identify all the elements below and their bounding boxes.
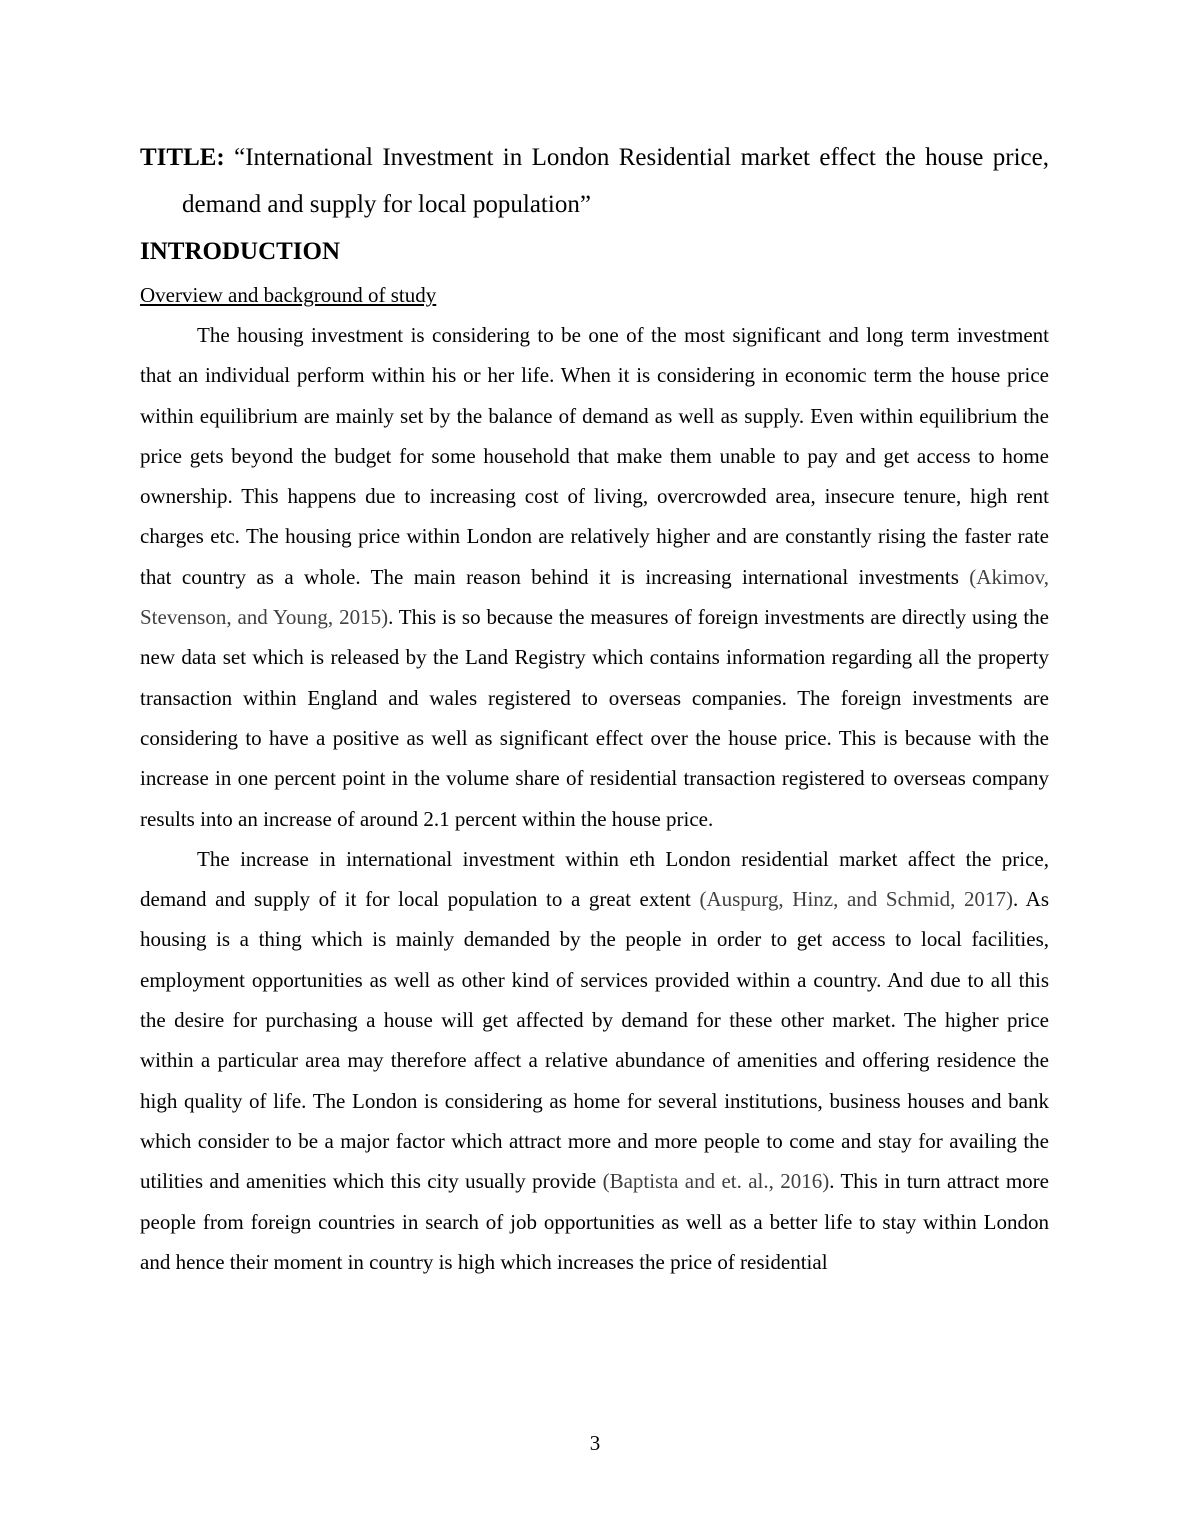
page-content xyxy=(140,134,1049,1282)
document-title xyxy=(140,134,1049,228)
paragraph-text: The housing investment is considering to be one of the most significant and long term investment that an individual perform within his or her life. When it is considering in economic term the house price within equilibrium are mainly set by the balance of demand as well as supply. Even within equilibrium the price gets beyond the budget for some household that make them unable to pay and get access to home ownership. This happens due to increasing cost of living, overcrowded area, insecure tenure, high rent charges etc. The housing price within London are relatively higher and are constantly rising the faster rate that country as a whole. The main reason behind it is increasing international investments xyxy=(140,323,1049,589)
paragraph-text: . This is so because the measures of foreign investments are directly using the new data set which is released by the Land Registry which contains information regarding all the property transaction within England and wales registered to overseas companies. The foreign investments are considering to have a positive as well as significant effect over the house price. This is because with the increase in one percent point in the volume share of residential transaction registered to overseas company results into an increase of around 2.1 percent within the house price. xyxy=(140,605,1049,831)
paragraph-text: . This in turn attract more people from foreign countries in search of job opportunities as well as a better life to stay within London and hence their moment in country is high which increases the price of residential xyxy=(140,1169,1049,1274)
page-number: 3 xyxy=(589,1431,601,1455)
title-label: TITLE: xyxy=(140,144,225,171)
citation: (Akimov, Stevenson, and Young, 2015) xyxy=(140,564,1049,630)
body-paragraph-1 xyxy=(140,315,1049,839)
section-heading: INTRODUCTION xyxy=(140,238,341,265)
body-paragraph-2 xyxy=(140,839,1049,1282)
citation: (Baptista and et. al., 2016) xyxy=(602,1169,830,1194)
paragraph-text: The increase in international investment within eth London residential market affect the price, demand and supply of it for local population to a great extent xyxy=(140,846,1049,912)
citation: (Auspurg, Hinz, and Schmid, 2017) xyxy=(699,887,1013,912)
subsection-heading: Overview and background of study xyxy=(140,283,437,307)
paragraph-text: . As housing is a thing which is mainly demanded by the people in order to get access to local facilities, employment opportunities as well as other kind of services provided within a country. And due to all this the desire for purchasing a house will get affected by demand for these other market. The higher price within a particular area may therefore affect a relative abundance of amenities and offering residence the high quality of life. The London is considering as home for several institutions, business houses and bank which consider to be a major factor which attract more and more people to come and stay for availing the utilities and amenities which this city usually provide xyxy=(140,887,1050,1194)
title-text: “International Investment in London Residential market effect the house price, demand and supply for local population” xyxy=(182,144,1049,218)
